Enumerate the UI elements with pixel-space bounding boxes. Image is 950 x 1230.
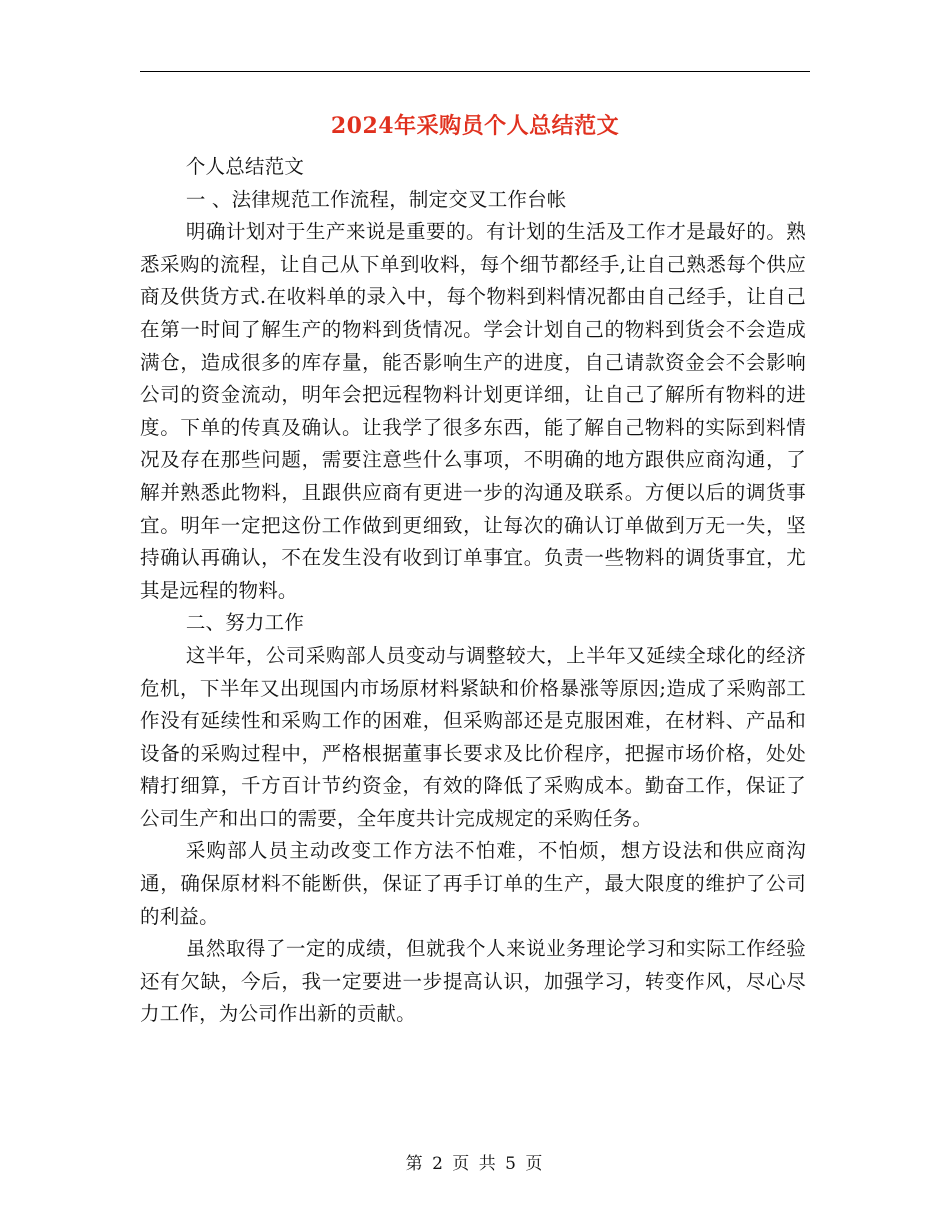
section-heading-2: 二、努力工作 [185, 611, 305, 635]
paragraph-section-2a: 这半年，公司采购部人员变动与调整较大，上半年又延续全球化的经济危机，下半年又出现国内市场原材料紧缺和价格暴涨等原因;造成了采购部工作没有延续性和采购工作的困难，但采购部还是克服困难，在材料、产品和设备的采购过程中，严格根据董事长要求及比价程序，把握市场价格，处处精打细算，千方百计节约资金，有效的降低了采购成本。勤奋工作，保证了公司生产和出口的需要，全年度共计完成规定的采购任务。 [140, 643, 806, 830]
page-footer: 第 2 页 共 5 页 [405, 1154, 545, 1174]
document-body [140, 151, 806, 1031]
document-title: 2024年采购员个人总结范文 [330, 113, 620, 139]
header-rule [140, 71, 810, 72]
paragraph-section-2c: 虽然取得了一定的成绩，但就我个人来说业务理论学习和实际工作经验还有欠缺，今后，我一定要进一步提高认识，加强学习，转变作风，尽心尽力工作，为公司作出新的贡献。 [140, 937, 806, 1026]
section-heading-1: 一 、法律规范工作流程，制定交叉工作台帐 [185, 187, 567, 211]
paragraph-section-2b: 采购部人员主动改变工作方法不怕难，不怕烦，想方设法和供应商沟通，确保原材料不能断供，保证了再手订单的生产，最大限度的维护了公司的利益。 [140, 839, 806, 928]
paragraph-intro: 个人总结范文 [185, 155, 305, 178]
paragraph-section-1: 明确计划对于生产来说是重要的。有计划的生活及工作才是最好的。熟悉采购的流程，让自己从下单到收料，每个细节都经手,让自己熟悉每个供应商及供货方式.在收料单的录入中，每个物料到料情况都由自己经手，让自己在第一时间了解生产的物料到货情况。学会计划自己的物料到货会不会造成满仓，造成很多的库存量，能否影响生产的进度，自己请款资金会不会影响公司的资金流动，明年会把远程物料计划更详细，让自己了解所有物料的进度。下单的传真及确认。让我学了很多东西，能了解自己物料的实际到料情况及存在那些问题，需要注意些什么事项，不明确的地方跟供应商沟通，了解并熟悉此物料，且跟供应商有更进一步的沟通及联系。方便以后的调货事宜。明年一定把这份工作做到更细致，让每次的确认订单做到万无一失，坚持确认再确认，不在发生没有收到订单事宜。负责一些物料的调货事宜，尤其是远程的物料。 [140, 220, 806, 602]
